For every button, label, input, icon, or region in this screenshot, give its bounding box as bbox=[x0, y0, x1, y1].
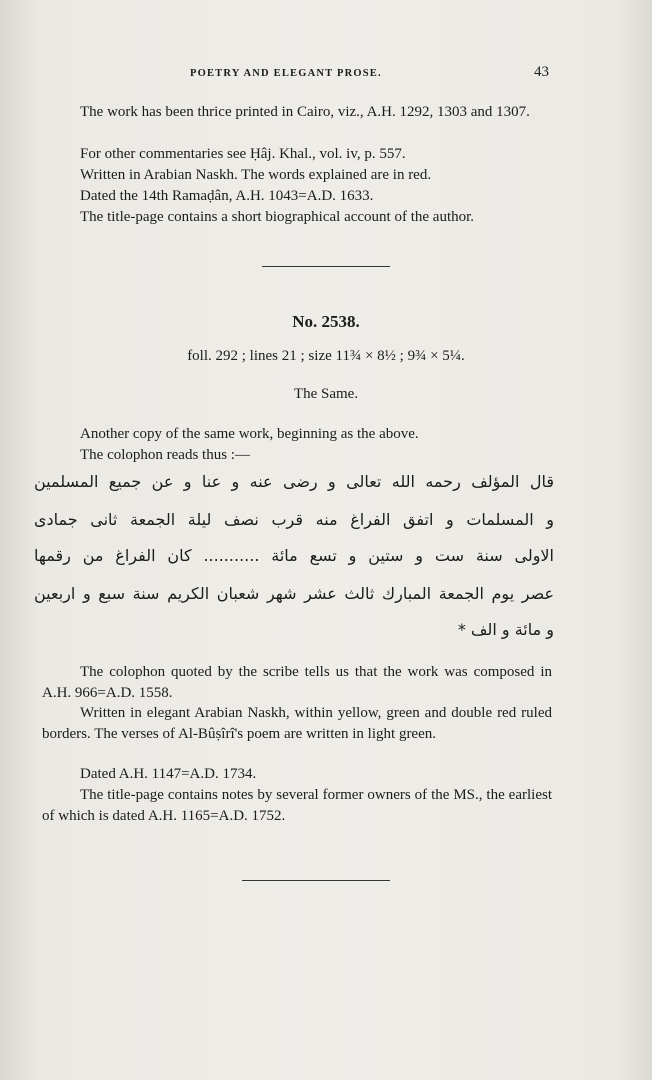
end-divider bbox=[242, 880, 390, 881]
arabic-colophon-line-4: عصر يوم الجمعة المبارك ثالث عشر شهر شعبان الكريم سنة سبع و اربعين bbox=[34, 584, 554, 603]
entry-number: No. 2538. bbox=[292, 312, 360, 331]
page-header bbox=[0, 64, 652, 84]
arabic-colophon-line-5: و مائة و الف * bbox=[457, 620, 554, 639]
entry-paragraph-1: Another copy of the same work, beginning as the above. bbox=[80, 426, 419, 442]
intro-paragraph-1: The work has been thrice printed in Cairo, viz., A.H. 1292, 1303 and 1307. bbox=[80, 104, 530, 120]
intro-paragraph-2: For other commentaries see Ḥâj. Khal., vol. iv, p. 557. bbox=[80, 146, 406, 162]
page-number: 43 bbox=[534, 64, 549, 80]
arabic-colophon-line-2: و المسلمات و اتفق الفراغ منه قرب نصف ليلة الجمعة ثانى جمادى bbox=[34, 510, 554, 529]
running-title: POETRY AND ELEGANT PROSE. bbox=[190, 68, 382, 79]
intro-paragraph-4: Dated the 14th Ramaḍân, A.H. 1043=A.D. 1633. bbox=[80, 188, 374, 204]
intro-paragraph-5: The title-page contains a short biographical account of the author. bbox=[80, 209, 475, 225]
section-divider bbox=[262, 266, 390, 267]
body-paragraph-1: The colophon quoted by the scribe tells us that the work was composed in A.H. 966=A.D. 1558. bbox=[42, 664, 552, 701]
arabic-colophon-line-3: الاولى سنة ست و ستين و تسع مائة ........... كان الفراغ من رقمها bbox=[34, 546, 554, 565]
entry-title: The Same. bbox=[293, 386, 359, 402]
entry-paragraph-2: The colophon reads thus :— bbox=[80, 447, 250, 463]
body-paragraph-3: Dated A.H. 1147=A.D. 1734. bbox=[80, 766, 257, 782]
arabic-colophon-line-1: قال المؤلف رحمه الله تعالى و رضى عنه و عنا و عن جميع المسلمين bbox=[34, 472, 554, 491]
entry-foliation: foll. 292 ; lines 21 ; size 11¾ × 8½ ; 9¾ × 5¼. bbox=[187, 348, 465, 364]
body-paragraph-4: The title-page contains notes by several former owners of the MS., the earliest of which is dated A.H. 1165=A.D. 1752. bbox=[42, 787, 552, 824]
intro-paragraph-3: Written in Arabian Naskh. The words explained are in red. bbox=[80, 167, 432, 183]
body-paragraph-2: Written in elegant Arabian Naskh, within yellow, green and double red ruled borders. The verses of Al-Bûṣîrî's poem are written in light green. bbox=[42, 705, 552, 742]
